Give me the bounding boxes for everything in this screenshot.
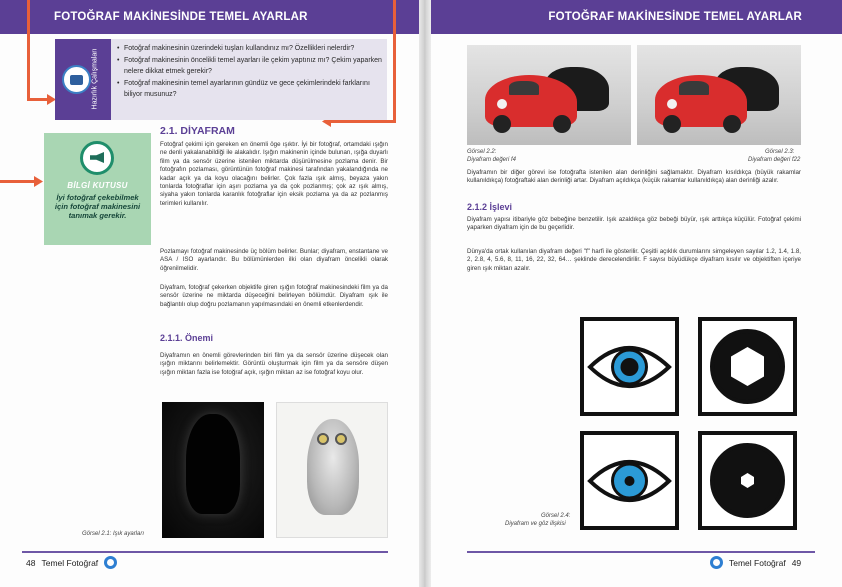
car-headlight xyxy=(667,99,677,109)
right-page-header: FOTOĞRAF MAKİNESİNDE TEMEL AYARLAR xyxy=(431,0,842,34)
aperture-opening xyxy=(714,447,781,514)
owl-bright-photo xyxy=(276,402,388,538)
car-photo-f22 xyxy=(637,45,801,145)
aperture-panel-open xyxy=(698,317,797,416)
eye-panel-dilated xyxy=(580,317,679,416)
eye-icon xyxy=(584,435,675,526)
figure-caption: Diyafram değeri f22 xyxy=(748,157,801,163)
paragraph: Diyafram, fotoğraf çekerken objektife giren ışığın fotoğraf makinesindeki film ya da sensör üzerine ne miktarda düşeceğini belirleyen bölümdür. Diyafram ışık ile bağlantılı olup doğru pozlamanın yapılmasındaki en önemli etkenlerdendir. xyxy=(160,284,388,308)
info-box-title: BİLGİ KUTUSU xyxy=(67,181,128,190)
page-number: 49 xyxy=(791,557,802,568)
paragraph: Pozlamayı fotoğraf makinesinde üç bölüm belirler. Bunlar; diyafram, enstantane ve ASA / ISO ayarlarıdır. Bu bölümünlerden ilki olan diyafram öncelikli olarak öğrenilmelidir. xyxy=(160,248,388,272)
list-item: • Fotoğraf makinesinin üzerindeki tuşları kullandınız mı? Özellikleri nelerdir? xyxy=(117,43,385,55)
camera-icon xyxy=(62,65,91,94)
list-item: • Fotoğraf makinesinin öncelikli temel ayarları ile çekim yaptınız mı? Çekim yaparken nelere dikkat etmek gerekir? xyxy=(117,55,385,78)
figure-caption: Diyafram ve göz ilişkisi xyxy=(505,521,566,527)
arrow-line xyxy=(27,0,30,100)
left-footer xyxy=(26,556,117,569)
preparation-list xyxy=(117,43,385,101)
figure-caption: Diyafram değeri f4 xyxy=(467,157,517,163)
aperture-panel-narrow xyxy=(698,431,797,530)
ring-icon xyxy=(710,556,723,569)
left-page-header: FOTOĞRAF MAKİNESİNDE TEMEL AYARLAR xyxy=(0,0,419,34)
owl-silhouette xyxy=(186,414,240,514)
arrow-line xyxy=(330,120,396,123)
aperture-icon xyxy=(710,329,785,404)
book-title: Temel Fotoğraf xyxy=(41,557,99,568)
paragraph: Diyaframın bir diğer görevi ise fotoğrafta istenilen alan derinliğini sağlamaktır. Diyafram kısıldıkça (büyük rakamlar kullanıldıkça) fotoğraftaki alan derinliği artar. Diyafram açıldıkça (küçük rakamlar kullanıldıkça) alan derinliği azalır. xyxy=(467,169,801,185)
paragraph: Fotoğraf çekimi için gereken en önemli öge ışıktır. İyi bir fotoğraf, ortamdaki ışığın ne denli yakalanabildiği ile alakalıdır. Işığın makinenin içinde bulunan, ışığa duyarlı film ya da sensör üzerine istenilen miktarda düşürülmesine pozlama denir. Bir fotoğrafın pozlaması, görüntünün fotoğraf makinesi tarafından yakalandığında ne kadar açık ya da koyu olacağını belirler. Çok fazla ışık almış, beyaza yakın tonlarda fotoğraflar için aşırı pozlama ya da çok pozlanmış; çok az ışık almış, siyaha yakın tonlarda karanlık fotoğraflar için eksik pozlama ya da az pozlanmış terimleri kullanılır. xyxy=(160,141,388,207)
car-window xyxy=(679,81,709,95)
paragraph: Diyaframın en önemli görevlerinden biri film ya da sensör üzerine düşecek olan ışığın miktarını belirlemektir. Görüntü oluşturmak için film ya da sensöre düşen ışığın miktarı fazla ise fotoğraf açık, ışığın miktarı az ise fotoğraf koyu olur. xyxy=(160,352,388,376)
ring-icon xyxy=(104,556,117,569)
car-wheel xyxy=(553,115,571,133)
book-title: Temel Fotoğraf xyxy=(729,557,786,568)
footer-rule xyxy=(467,551,815,553)
page-number: 48 xyxy=(26,557,36,568)
car-photo-f4 xyxy=(467,45,631,145)
aperture-opening xyxy=(714,333,781,400)
paragraph: Dünya'da ortak kullanılan diyafram değeri "f" harfi ile gösterilir. Çeşitli açıklık durumlarını simgeleyen sayılar 1.2, 1.4, 1.8, 2, 2.8, 4, 5.6, 8, 11, 16, 22, 32, 64… şeklinde derecelendirilir. F sayısı büyüdükçe diyafram kısılır ve objektiften içeriye giren ışık miktarı azalır. xyxy=(467,248,801,272)
figure-caption: Görsel 2.4: xyxy=(541,513,571,519)
car-headlight xyxy=(497,99,507,109)
preparation-icon-column xyxy=(55,39,111,120)
car-window xyxy=(509,81,539,95)
list-item: • Fotoğraf makinesinin temel ayarlarının gündüz ve gece çekimlerindeki farklarını biliyor musunuz? xyxy=(117,78,385,101)
section-title: 2.1. DİYAFRAM xyxy=(160,125,235,137)
arrow-line xyxy=(393,0,396,122)
preparation-box xyxy=(55,39,387,120)
info-box xyxy=(44,133,151,245)
preparation-label: Hazırlık Çalışmaları xyxy=(91,48,99,110)
owl-figure xyxy=(307,419,359,515)
owl-eye xyxy=(317,433,329,445)
car-wheel xyxy=(723,115,741,133)
owl-eye xyxy=(335,433,347,445)
info-box-text: İyi fotoğraf çekebilmek için fotoğraf makinesini tanımak gerekir. xyxy=(54,193,141,220)
subsection-title: 2.1.1. Önemi xyxy=(160,333,214,343)
paragraph: Diyafram yapısı itibariyle göz bebeğine benzetilir. Işık azaldıkça göz bebeği büyür, ışık arttıkça küçülür. Fotoğraf çekimi yaparken diyafram için de bu geçerlidir. xyxy=(467,216,801,232)
footer-rule xyxy=(22,551,388,553)
figure-caption: Görsel 2.3: xyxy=(765,149,795,155)
car-wheel xyxy=(493,115,511,133)
aperture-icon xyxy=(710,443,785,518)
figure-caption: Görsel 2.2: xyxy=(467,149,497,155)
figure-caption: Görsel 2.1: Işık ayarları xyxy=(82,531,145,537)
eye-icon xyxy=(584,321,675,412)
eye-panel-constricted xyxy=(580,431,679,530)
car-wheel xyxy=(663,115,681,133)
arrow-head-icon xyxy=(34,176,43,187)
page-gutter xyxy=(419,0,431,587)
megaphone-icon xyxy=(80,141,114,175)
section-title: 2.1.2 İşlevi xyxy=(467,202,513,212)
owl-dark-photo xyxy=(162,402,264,538)
right-footer xyxy=(710,556,801,569)
arrow-line xyxy=(0,180,36,183)
